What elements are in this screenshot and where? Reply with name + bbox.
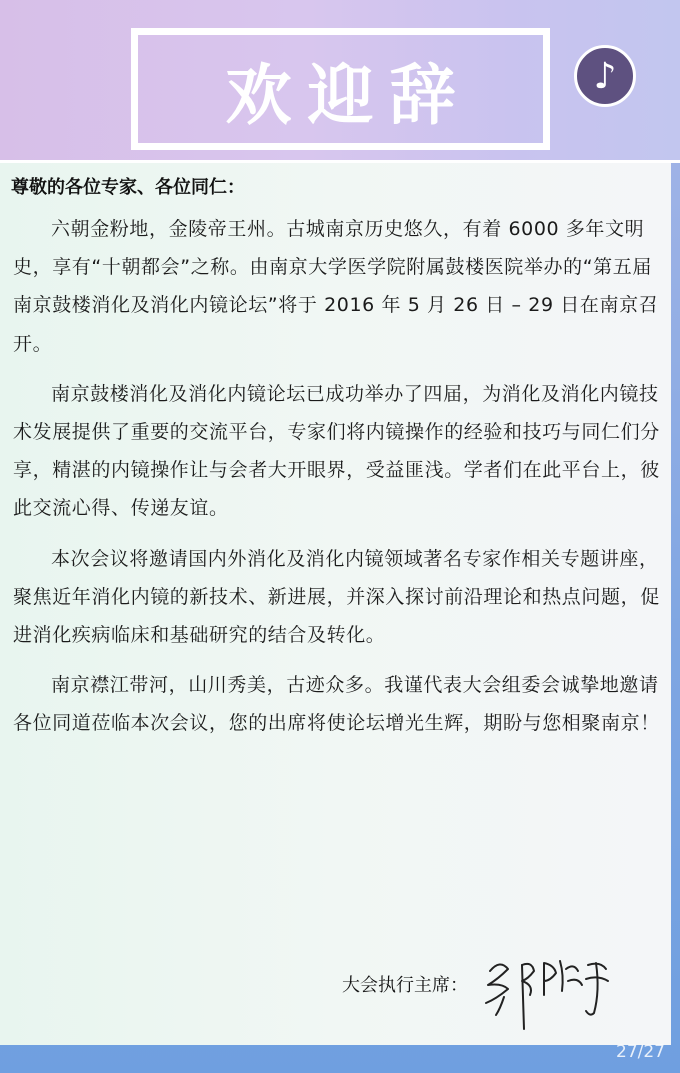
header-banner [0,0,680,160]
letter-greeting: 尊敬的各位专家、各位同仁： [11,177,245,198]
letter-body [13,210,663,755]
handwritten-signature [478,951,618,1033]
music-note-icon: ♪ [593,55,617,97]
letter-paragraph: 南京襟江带河，山川秀美，古迹众多。我谨代表大会组委会诚挚地邀请各位同道莅临本次会议，您的出席将使论坛增光生辉，期盼与您相聚南京！ [13,674,660,735]
music-toggle-button[interactable] [574,45,636,107]
page-title: 欢迎辞 [225,56,472,134]
letter-paragraph: 南京鼓楼消化及消化内镜论坛已成功举办了四届，为消化及消化内镜技术发展提供了重要的交流平台，专家们将内镜操作的经验和技巧与同仁们分享，精湛的内镜操作让与会者大开眼界，受益匪浅。学者们在此平台上，彼此交流心得、传递友谊。 [13,382,660,520]
letter-paragraph: 本次会议将邀请国内外消化及消化内镜领域著名专家作相关专题讲座，聚焦近年消化内镜的新技术、新进展，并深入探讨前沿理论和热点问题，促进消化疾病临床和基础研究的结合及转化。 [13,547,660,647]
page-counter: 27/27 [616,1042,665,1062]
title-frame [131,28,550,150]
welcome-letter [0,163,671,1045]
letter-paragraph: 六朝金粉地，金陵帝王州。古城南京历史悠久，有着 6000 多年文明史，享有“十朝都会”之称。由南京大学医学院附属鼓楼医院举办的“第五届南京鼓楼消化及消化内镜论坛”将于 2016 年 5 月 26 日 – 29 日在南京召开。 [13,218,659,355]
signature-label: 大会执行主席： [342,975,468,996]
